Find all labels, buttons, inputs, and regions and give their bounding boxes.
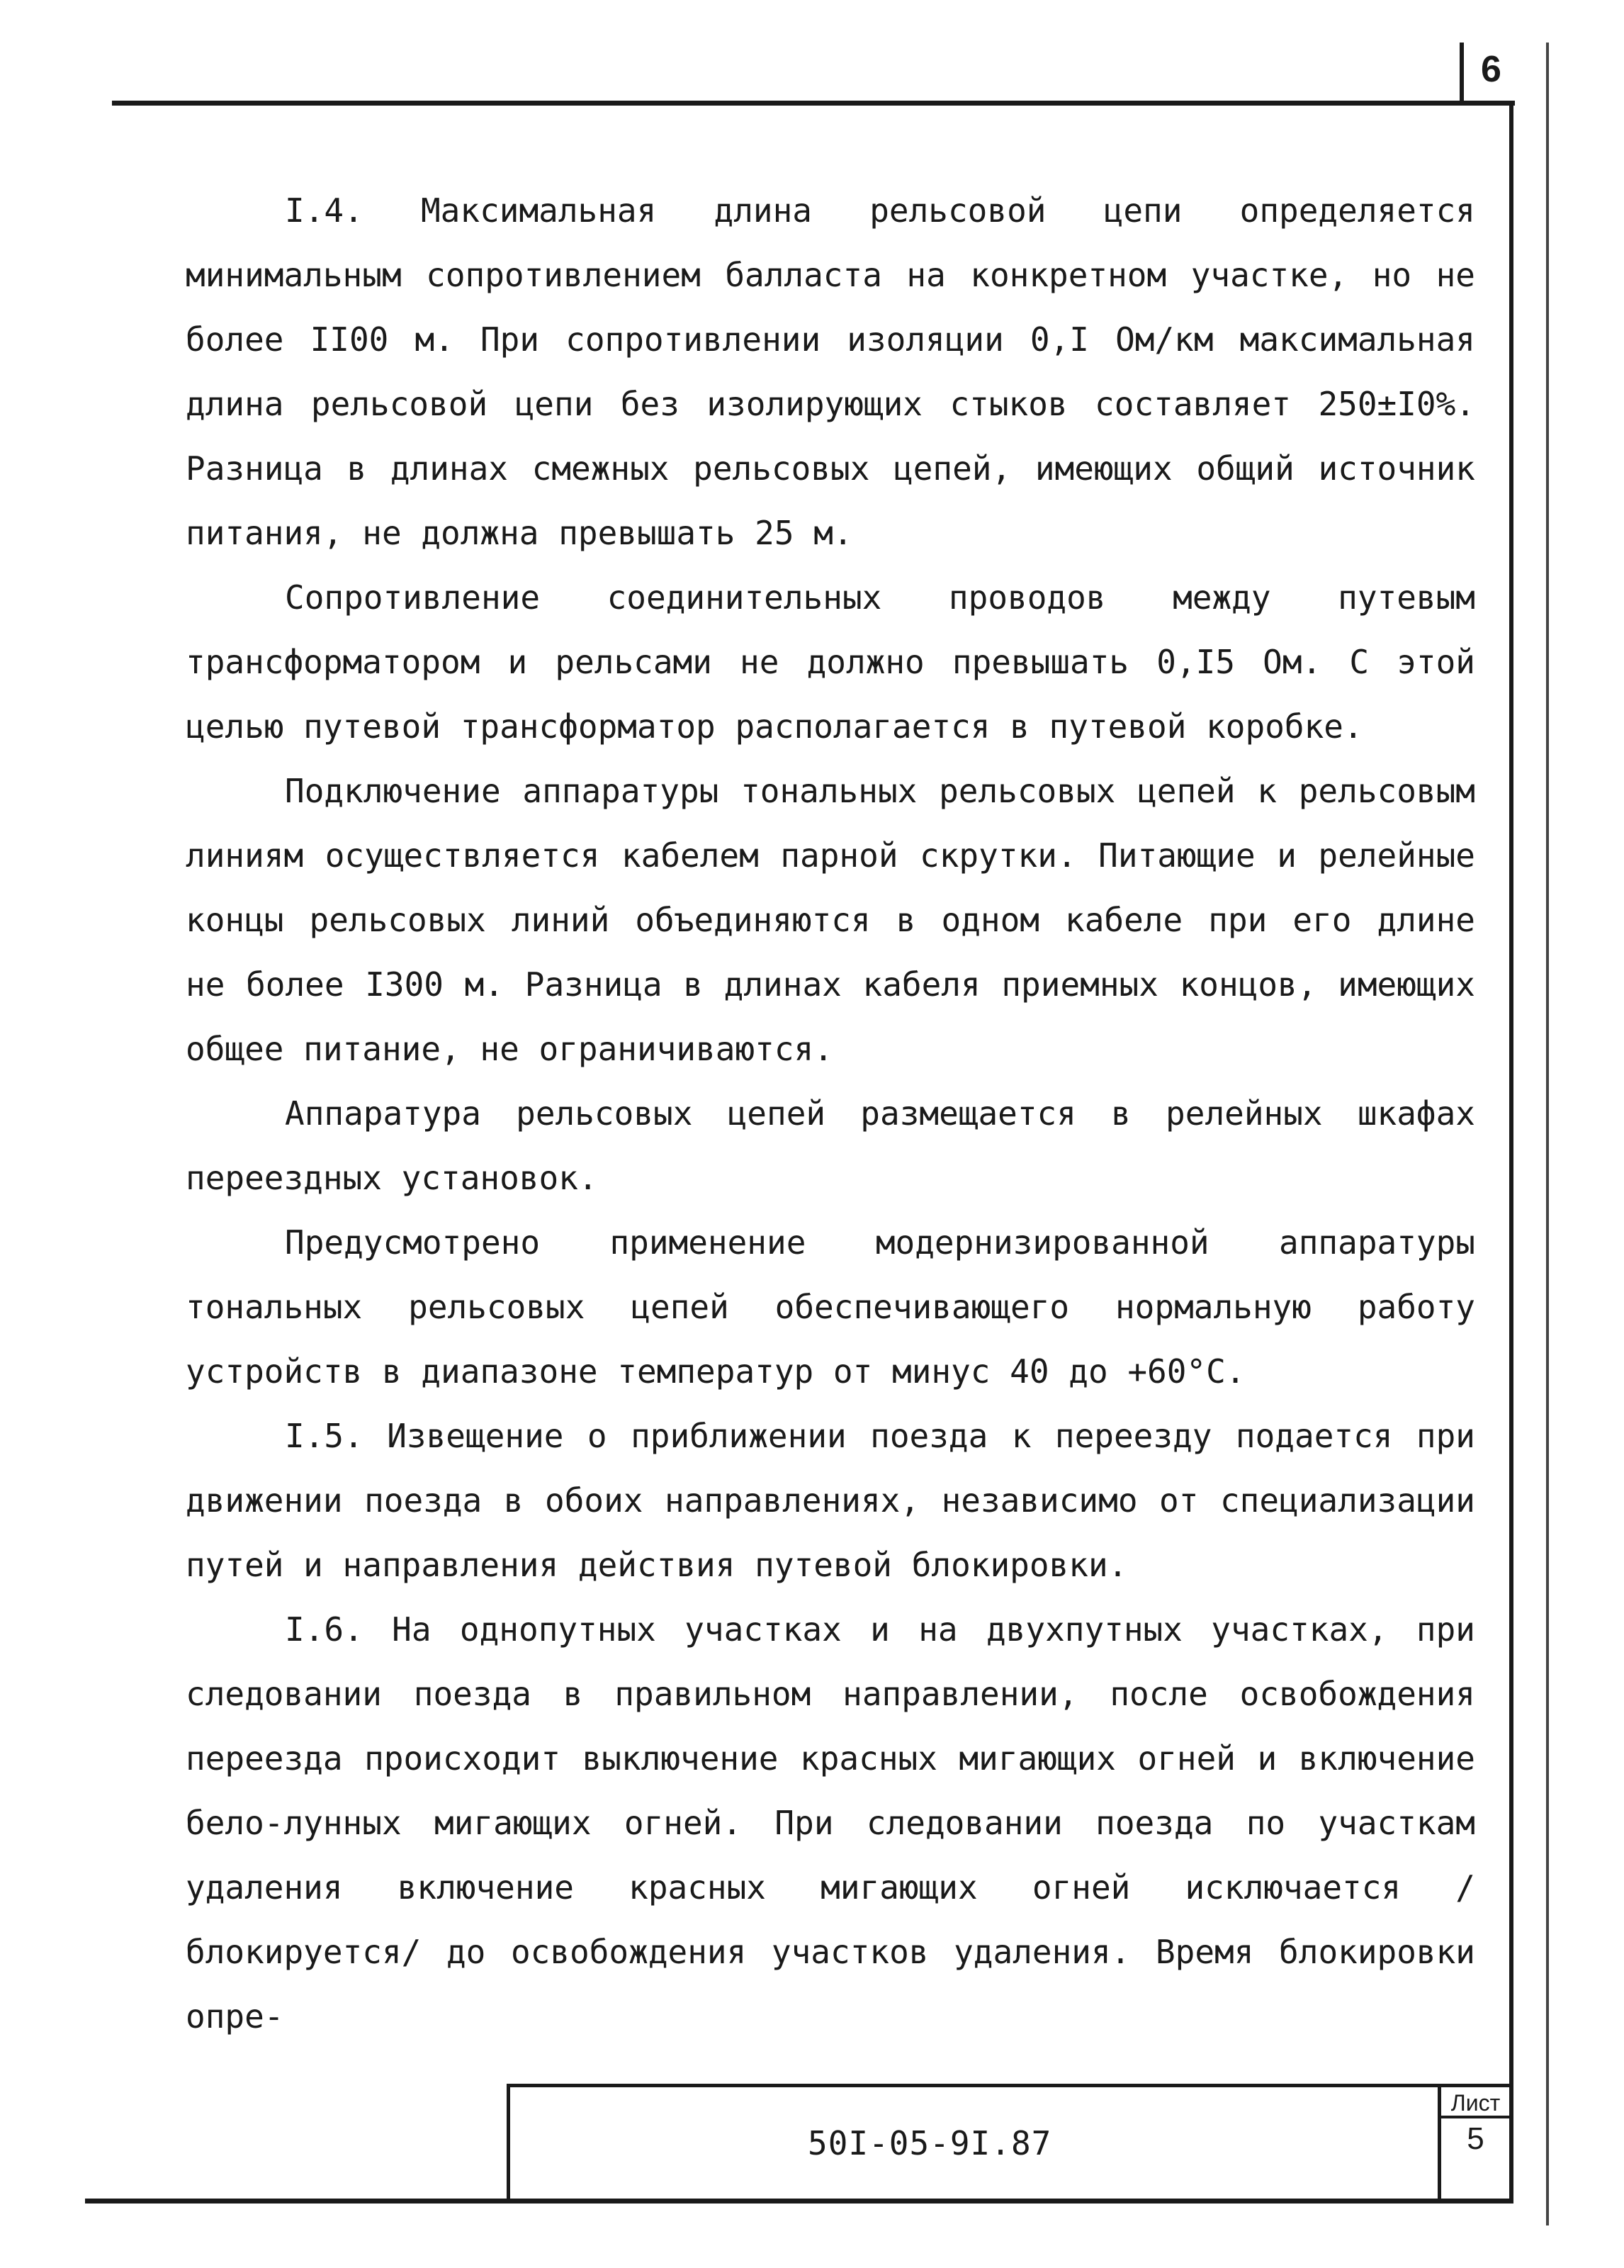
document-code: 50I-05-9I.87 <box>808 2124 1052 2162</box>
bottom-rule <box>85 2199 1513 2204</box>
paragraph: Аппаратура рельсовых цепей размещается в релейных шкафах переездных установок. <box>186 1094 1475 1197</box>
paragraph: I.6. На однопутных участках и на двухпутных участках, при следовании поезда в правильном направлении, после освобождения переезда происходит выключение красных мигающих огней и включение бело-лунных мигающих огней. При следовании поезда по участкам удаления включение красных мигающих огней исключается /блокируется/ до освобождения участков удаления. Время блокировки опре- <box>186 1610 1475 2036</box>
body-text <box>186 179 1475 2049</box>
paragraph: Сопротивление соединительных проводов между путевым трансформатором и рельсами не должно превышать 0,I5 Ом. С этой целью путевой трансформатор располагается в путевой коробке. <box>186 578 1475 746</box>
paragraph: I.4. Максимальная длина рельсовой цепи определяется минимальным сопротивлением балласта на конкретном участке, но не более II00 м. При сопротивлении изоляции 0,I Ом/км максимальная длина рельсовой цепи без изолирующих стыков составляет 250±I0%. Разница в длинах смежных рельсовых цепей, имеющих общий источник питания, не должна превышать 25 м. <box>186 191 1475 552</box>
page-number-box <box>1460 43 1549 101</box>
paragraph: Подключение аппаратуры тональных рельсовых цепей к рельсовым линиям осуществляется кабелем парной скрутки. Питающие и релейные концы рельсовых линий объединяются в одном кабеле при его длине не более I300 м. Разница в длинах кабеля приемных концов, имеющих общее питание, не ограничиваются. <box>186 772 1475 1068</box>
top-rule <box>112 101 1515 106</box>
page-number: 6 <box>1481 49 1501 90</box>
right-margin-rule <box>1546 43 1549 2225</box>
sheet-number: 5 <box>1467 2121 1484 2156</box>
page-number-divider <box>1460 43 1464 101</box>
title-block <box>507 2084 1513 2199</box>
paragraph: I.5. Извещение о приближении поезда к переезду подается при движении поезда в обоих направлениях, независимо от специализации путей и направления действия путевой блокировки. <box>186 1417 1475 1584</box>
sheet-cell <box>1438 2087 1510 2199</box>
paragraph: Предусмотрено применение модернизированной аппаратуры тональных рельсовых цепей обеспечивающего нормальную работу устройств в диапазоне температур от минус 40 до +60°С. <box>186 1223 1475 1391</box>
right-frame-rule <box>1509 101 1513 2199</box>
sheet-label: Лист <box>1441 2087 1510 2118</box>
